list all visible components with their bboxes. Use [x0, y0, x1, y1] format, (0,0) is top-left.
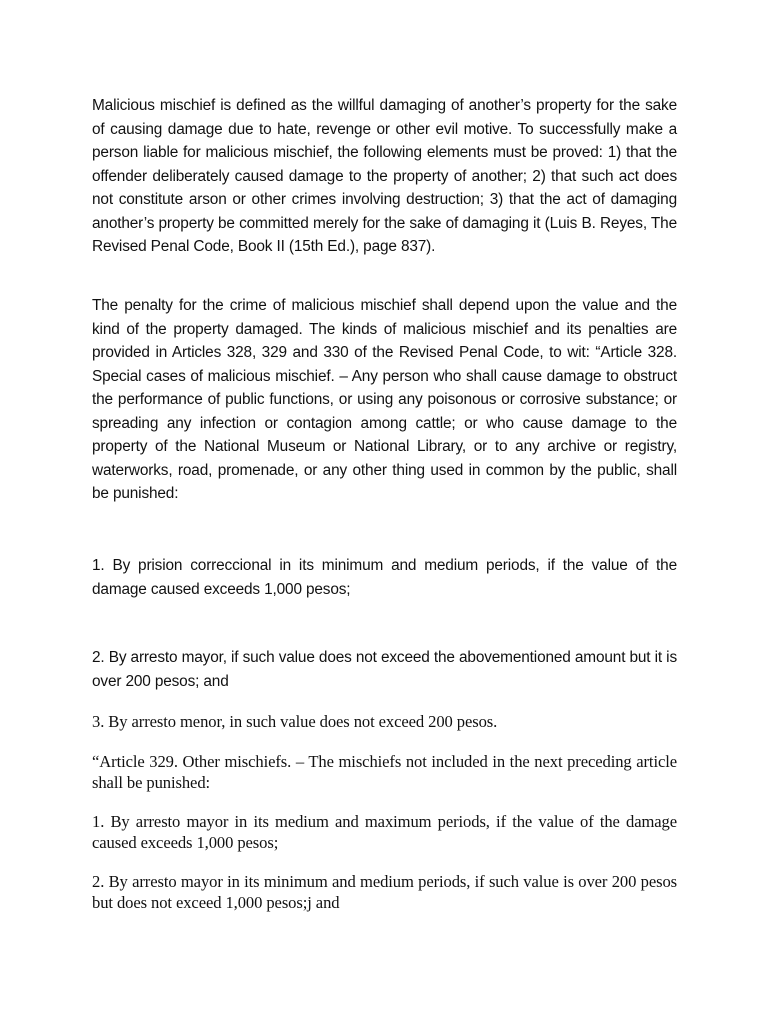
paragraph-art329-heading: “Article 329. Other mischiefs. – The mischiefs not included in the next preceding article shall be punished:	[92, 752, 677, 792]
paragraph-art328-item2: 2. By arresto mayor, if such value does not exceed the abovementioned amount but it is over 200 pesos; and	[92, 649, 677, 690]
paragraph-art328-item1: 1. By prision correccional in its minimum and medium periods, if the value of the damage caused exceeds 1,000 pesos;	[92, 557, 677, 598]
paragraph-definition: Malicious mischief is defined as the willful damaging of another’s property for the sake of causing damage due to hate, revenge or other evil motive. To successfully make a person liable for malicious mischief, the following elements must be proved: 1) that the offender deliberately caused damage to the property of another; 2) that such act does not constitute arson or other crimes involving destruction; 3) that the act of damaging another’s property be committed merely for the sake of damaging it (Luis B. Reyes, The Revised Penal Code, Book II (15th Ed.), page 837).	[92, 97, 677, 255]
paragraph-art329-item1: 1. By arresto mayor in its medium and maximum periods, if the value of the damage caused exceeds 1,000 pesos;	[92, 812, 677, 852]
paragraph-art329-item2: 2. By arresto mayor in its minimum and medium periods, if such value is over 200 pesos but does not exceed 1,000 pesos;j and	[92, 872, 677, 912]
paragraph-penalty-intro: The penalty for the crime of malicious mischief shall depend upon the value and the kind of the property damaged. The kinds of malicious mischief and its penalties are provided in Articles 328, 329 and 330 of the Revised Penal Code, to wit: “Article 328. Special cases of malicious mischief. – Any person who shall cause damage to obstruct the performance of public functions, or using any poisonous or corrosive substance; or spreading any infection or contagion among cattle; or who cause damage to the property of the National Museum or National Library, or to any archive or registry, waterworks, road, promenade, or any other thing used in common by the public, shall be punished:	[92, 297, 677, 502]
paragraph-art328-item3: 3. By arresto menor, in such value does not exceed 200 pesos.	[92, 712, 498, 731]
